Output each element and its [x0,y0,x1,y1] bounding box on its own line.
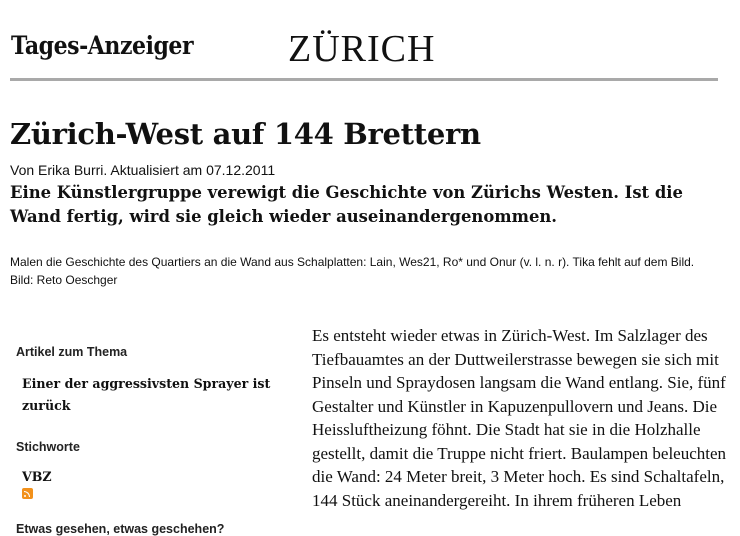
keyword-link-vbz[interactable]: VBZ [22,469,52,484]
related-articles-heading: Artikel zum Thema [16,345,128,359]
article-body: Es entsteht wieder etwas in Zürich-West. Im Salzlager des Tiefbauamtes an der Duttweilerstrasse bewegen sie sich mit Pinseln und Spraydosen langsam die Wand entlang. Sie, fünf Gestalter und Künstler in Kapuzenpullovern und Jeans. Die Heissluftheizung föhnt. Die Stadt hat sie in die Holzhalle gestellt, damit die Truppe nicht friert. Baulampen beleuchten die Wand: 24 Meter breit, 3 Meter hoch. Es sind Schaltafeln, 144 Stück aneinandergereiht. In ihrem früheren Leben [312,326,727,510]
article-lead: Eine Künstlergruppe verewigt die Geschichte von Zürichs Westen. Ist die Wand fertig, wird sie gleich wieder auseinandergenommen. [10,183,683,226]
photo-credit: Bild: Reto Oeschger [10,273,118,287]
tip-heading: Etwas gesehen, etwas geschehen? [16,522,225,536]
related-article-link[interactable]: Einer der aggressivsten Sprayer ist zurück [22,376,271,413]
section-title[interactable]: ZÜRICH [288,28,436,70]
keywords-heading: Stichworte [16,440,80,454]
article-headline: Zürich-West auf 144 Brettern [10,117,481,151]
article-byline: Von Erika Burri. Aktualisiert am 07.12.2011 [10,162,276,178]
tages-anzeiger-logo[interactable]: Tages-Anzeiger [11,31,194,60]
masthead [0,0,740,84]
header-divider [10,78,718,81]
rss-feed-icon[interactable] [22,488,33,499]
image-caption [10,253,722,289]
caption-text: Malen die Geschichte des Quartiers an die Wand aus Schalplatten: Lain, Wes21, Ro* und Onur (v. l. n. r). Tika fehlt auf dem Bild. [10,255,695,269]
